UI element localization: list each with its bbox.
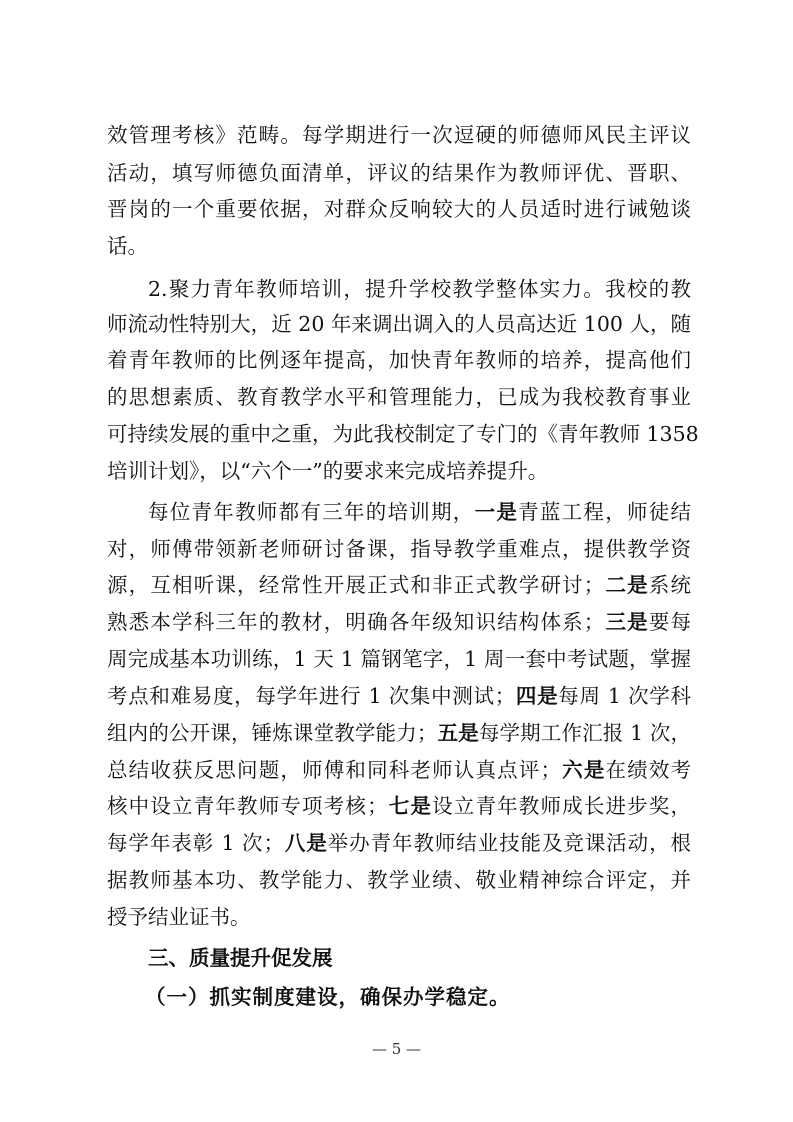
text-line (107, 120, 691, 150)
text-line (107, 644, 691, 674)
section-heading: 三、质量提升促发展 (148, 946, 333, 970)
bold-text: 四是 (515, 684, 559, 708)
text-segment: 要每 (648, 610, 692, 634)
text-segment: 在绩效考 (605, 758, 692, 782)
text-line (107, 791, 691, 821)
text-line (107, 158, 691, 188)
text-segment: 每周 1 次学科 (558, 684, 692, 708)
text-line (107, 718, 691, 748)
text-segment: 熟悉本学科三年的教材，明确各年级知识结构体系； (107, 610, 605, 634)
text-segment: 核中设立青年教师专项考核； (107, 794, 388, 818)
text-segment: 每学期工作汇报 1 次， (478, 721, 692, 745)
text-line (107, 309, 691, 339)
text-segment: 据教师基本功、教学能力、教学业绩、敬业精神综合评定，并 (107, 868, 691, 892)
text-segment: 的思想素质、教育教学水平和管理能力，已成为我校教育事业 (107, 385, 691, 409)
page-number: — 5 — (371, 1040, 422, 1058)
text-segment: 培训计划》，以“六个一”的要求来完成培养提升。 (107, 459, 549, 483)
bold-text: 二是 (604, 573, 649, 597)
text-segment: 着青年教师的比例逐年提高，加快青年教师的培养，提高他们 (107, 348, 691, 372)
text-segment: 举办青年教师结业技能及竞课活动，根 (327, 831, 692, 855)
text-line (107, 345, 691, 375)
text-line (148, 497, 691, 527)
text-segment: 组内的公开课，锤炼课堂教学能力； (107, 721, 438, 745)
bold-text: 八是 (283, 831, 328, 855)
bold-text: 七是 (387, 794, 433, 818)
text-line (107, 755, 691, 785)
text-segment: 青蓝工程，师徒结 (518, 500, 692, 524)
text-segment: 源，互相听课，经常性开展正式和非正式教学研讨； (107, 573, 605, 597)
text-segment: 师流动性特别大，近 20 年来调出调入的人员高达近 100 人，随 (107, 312, 691, 336)
text-segment: 对，师傅带领新老师研讨备课，指导教学重难点，提供教学资 (107, 537, 691, 561)
text-line (107, 231, 691, 261)
text-segment: 设立青年教师成长进步奖， (432, 794, 692, 818)
text-segment: 可持续发展的重中之重，为此我校制定了专门的《青年教师 1358 (107, 422, 699, 446)
text-segment: 考点和难易度，每学年进行 1 次集中测试； (107, 684, 516, 708)
text-line (107, 534, 691, 564)
text-segment: 活动，填写师德负面清单，评议的结果作为教师评优、晋职、 (107, 161, 691, 185)
text-line (148, 274, 691, 304)
bold-text: 一是 (474, 500, 519, 524)
text-segment: 总结收获反思问题，师傅和同科老师认真点评； (107, 758, 561, 782)
text-segment: 晋岗的一个重要依据，对群众反响较大的人员适时进行诫勉谈 (107, 197, 691, 221)
text-line (107, 456, 691, 486)
text-segment: 周完成基本功训练，1 天 1 篇钢笔字，1 周一套中考试题，掌握 (107, 647, 691, 671)
text-segment: 每位青年教师都有三年的培训期， (148, 500, 475, 524)
text-segment: 系统 (648, 573, 692, 597)
subsection-heading: （一）抓实制度建设，确保办学稳定。 (145, 985, 511, 1009)
text-line (107, 419, 699, 449)
bold-text: 六是 (560, 758, 606, 782)
text-line (107, 570, 691, 600)
text-segment: 每学年表彰 1 次； (107, 831, 284, 855)
text-line (107, 607, 691, 637)
text-line (107, 194, 691, 224)
text-segment: 2.聚力青年教师培训，提升学校教学整体实力。我校的教 (148, 277, 691, 301)
text-line (107, 382, 691, 412)
text-line (107, 865, 691, 895)
bold-text: 三是 (604, 610, 649, 634)
bold-text: 五是 (437, 721, 479, 745)
text-line (107, 902, 691, 932)
text-line (107, 828, 691, 858)
text-segment: 话。 (107, 234, 148, 258)
text-segment: 授予结业证书。 (107, 905, 251, 929)
text-line (107, 681, 691, 711)
text-segment: 效管理考核》范畴。每学期进行一次逗硬的师德师风民主评议 (107, 123, 691, 147)
